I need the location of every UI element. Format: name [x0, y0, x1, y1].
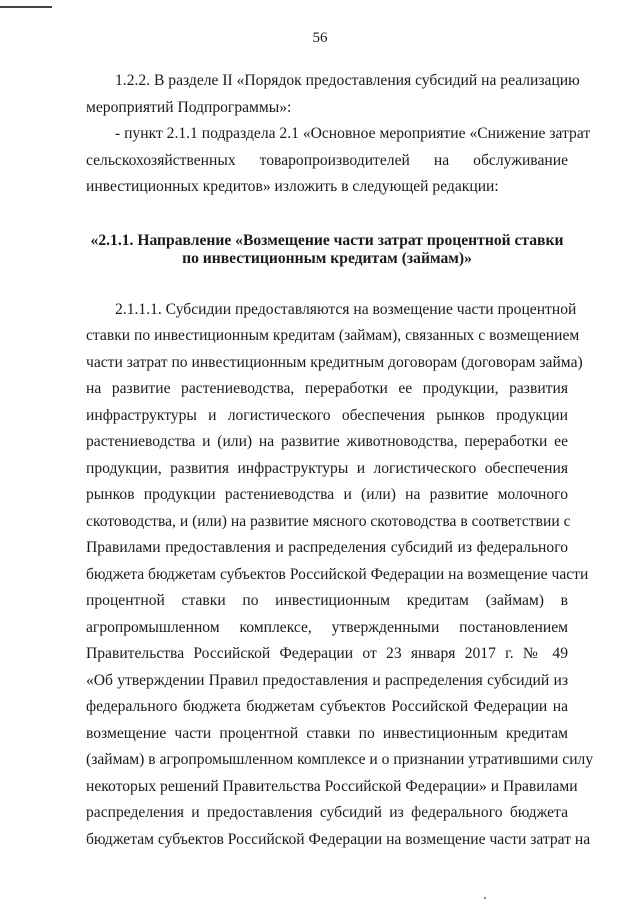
intro-line: сельскохозяйственных товаропроизводителей на обслуживание — [86, 151, 568, 169]
body-line: инфраструктуры и логистического обеспечения рынков продукции — [86, 406, 568, 424]
intro-line: инвестиционных кредитов» изложить в следующей редакции: — [86, 178, 499, 195]
body-line: возмещение части процентной ставки по инвестиционным кредитам — [86, 724, 568, 742]
body-line: бюджета бюджетам субъектов Российской Федерации на возмещение части — [86, 565, 589, 583]
body-line: Правительства Российской Федерации от 23 января 2017 г. № 49 — [86, 645, 568, 662]
body-line: скотоводства, и (или) на развитие мясного скотоводства в соответствии с — [86, 512, 571, 530]
body-line: (займам) в агропромышленном комплексе и о признании утратившими силу — [86, 751, 594, 768]
body-line: растениеводства и (или) на развитие животноводства, переработки ее — [86, 433, 568, 450]
body-line: рынков продукции растениеводства и (или) на развитие молочного — [86, 486, 568, 503]
body-line: ставки по инвестиционным кредитам (займам), связанных с возмещением — [86, 327, 580, 344]
heading-line: по инвестиционным кредитам (займам)» — [182, 249, 472, 267]
body-line: «Об утверждении Правил предоставления и распределения субсидий из — [86, 671, 568, 689]
body-line: продукции, развития инфраструктуры и логистического обеспечения — [86, 459, 568, 477]
heading-line: «2.1.1. Направление «Возмещение части затрат процентной ставки — [90, 231, 564, 249]
document-body — [86, 68, 594, 853]
intro-line: - пункт 2.1.1 подраздела 2.1 «Основное мероприятие «Снижение затрат — [115, 125, 591, 142]
intro-line: мероприятий Подпрограммы»: — [86, 98, 292, 116]
scan-speck — [484, 897, 486, 899]
body-line: федерального бюджета бюджетам субъектов Российской Федерации на — [86, 698, 568, 715]
body-line: 2.1.1.1. Субсидии предоставляются на возмещение части процентной — [115, 300, 577, 318]
body-line: процентной ставки по инвестиционным кредитам (займам) в — [86, 592, 568, 609]
intro-line: 1.2.2. В разделе II «Порядок предоставления субсидий на реализацию — [115, 72, 580, 89]
scan-corner-mark — [0, 6, 52, 8]
body-paragraph — [86, 297, 594, 854]
body-line: распределения и предоставления субсидий из федерального бюджета — [86, 804, 568, 821]
body-line: Правилами предоставления и распределения субсидий из федерального — [86, 539, 568, 556]
page-number: 56 — [312, 30, 328, 46]
body-line: части затрат по инвестиционным кредитным договорам (договорам займа) — [86, 353, 583, 371]
body-line: агропромышленном комплексе, утвержденными постановлением — [86, 618, 568, 636]
intro-section — [86, 68, 591, 201]
body-line: бюджетам субъектов Российской Федерации на возмещение части затрат на — [86, 830, 591, 848]
body-line: на развитие растениеводства, переработки ее продукции, развития — [86, 380, 568, 397]
body-line: некоторых решений Правительства Российской Федерации» и Правилами — [86, 777, 578, 795]
section-heading — [86, 232, 568, 268]
